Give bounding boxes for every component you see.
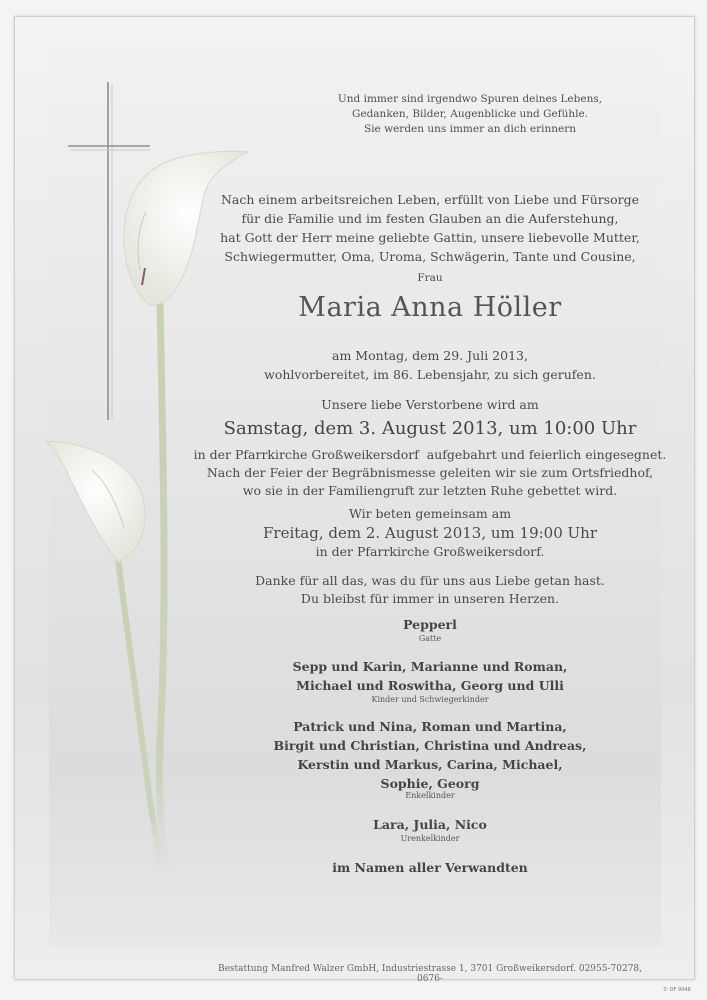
- motto-line: Sie werden uns immer an dich erinnern: [364, 123, 576, 135]
- funeral-line: in der Pfarrkirche Großweikersdorf aufgebahrt und feierlich eingesegnet.: [193, 447, 667, 462]
- death-line: wohlvorbereitet, im 86. Lebensjahr, zu sich gerufen.: [264, 367, 596, 382]
- funeral-line: wo sie in der Familiengruft zur letzten Ruhe gebettet wird.: [242, 483, 618, 498]
- lily-flower-bottom-icon: [46, 442, 145, 562]
- mourner-name: Sepp und Karin, Marianne und Roman,: [292, 659, 568, 674]
- salutation: Frau: [417, 272, 443, 284]
- intro-text: [180, 190, 680, 266]
- thanks-text: [180, 572, 680, 608]
- funeral-line: Nach der Feier der Begräbnismesse geleiten wir sie zum Ortsfriedhof,: [206, 465, 654, 480]
- thanks-line: Du bleibst für immer in unseren Herzen.: [300, 591, 560, 606]
- funeral-home-footer: Bestattung Manfred Walzer GmbH, Industriestrasse 1, 3701 Großweikersdorf. 02955-70278, 0676-: [217, 964, 643, 984]
- mourner-children: [180, 657, 680, 695]
- mourner-name: Kerstin und Markus, Carina, Michael,: [297, 757, 563, 772]
- funeral-details: [180, 446, 680, 500]
- motto-line: Und immer sind irgendwo Spuren deines Lebens,: [337, 93, 603, 105]
- funeral-intro: Unsere liebe Verstorbene wird am: [321, 397, 539, 412]
- prayer-place: in der Pfarrkirche Großweikersdorf.: [315, 544, 545, 559]
- mourner-name: Birgit und Christian, Christina und Andreas,: [273, 738, 587, 753]
- mourner-name: Pepperl: [403, 617, 457, 632]
- relation-label: Urenkelkinder: [400, 834, 460, 843]
- closing-line: im Namen aller Verwandten: [332, 860, 528, 875]
- mourner-name: Sophie, Georg: [380, 776, 480, 791]
- relation-label: Gatte: [418, 634, 442, 643]
- prayer-date: Freitag, dem 2. August 2013, um 19:00 Uhr: [263, 524, 597, 542]
- mourner-grandchildren: [180, 717, 680, 793]
- prayer-intro: Wir beten gemeinsam am: [348, 506, 512, 521]
- mourner-name: Michael und Roswitha, Georg und Ulli: [296, 678, 564, 693]
- death-line: am Montag, dem 29. Juli 2013,: [332, 348, 528, 363]
- mourner-name: Patrick und Nina, Roman und Martina,: [293, 719, 567, 734]
- mourner-great-grandchildren: [180, 815, 680, 834]
- intro-line: für die Familie und im festen Glauben an die Auferstehung,: [241, 211, 619, 226]
- intro-line: Nach einem arbeitsreichen Leben, erfüllt von Liebe und Fürsorge: [220, 192, 640, 207]
- intro-line: hat Gott der Herr meine geliebte Gattin, unsere liebevolle Mutter,: [220, 230, 640, 245]
- date-of-death: [180, 346, 680, 384]
- relation-label: Enkelkinder: [405, 791, 455, 800]
- motto-line: Gedanken, Bilder, Augenblicke und Gefühle.: [351, 108, 589, 120]
- lily-stem-icon: [118, 300, 170, 890]
- intro-line: Schwiegermutter, Oma, Uroma, Schwägerin, Tante und Cousine,: [224, 249, 636, 264]
- motto-quote: [300, 92, 640, 137]
- mourner-name: Lara, Julia, Nico: [373, 817, 487, 832]
- mourner-spouse: [180, 615, 680, 634]
- deceased-name: Maria Anna Höller: [298, 292, 562, 323]
- thanks-line: Danke für all das, was du für uns aus Liebe getan hast.: [255, 573, 605, 588]
- funeral-date: Samstag, dem 3. August 2013, um 10:00 Uhr: [223, 418, 637, 439]
- document-code: © DF 9048: [663, 987, 691, 993]
- relation-label: Kinder und Schwiegerkinder: [371, 695, 489, 704]
